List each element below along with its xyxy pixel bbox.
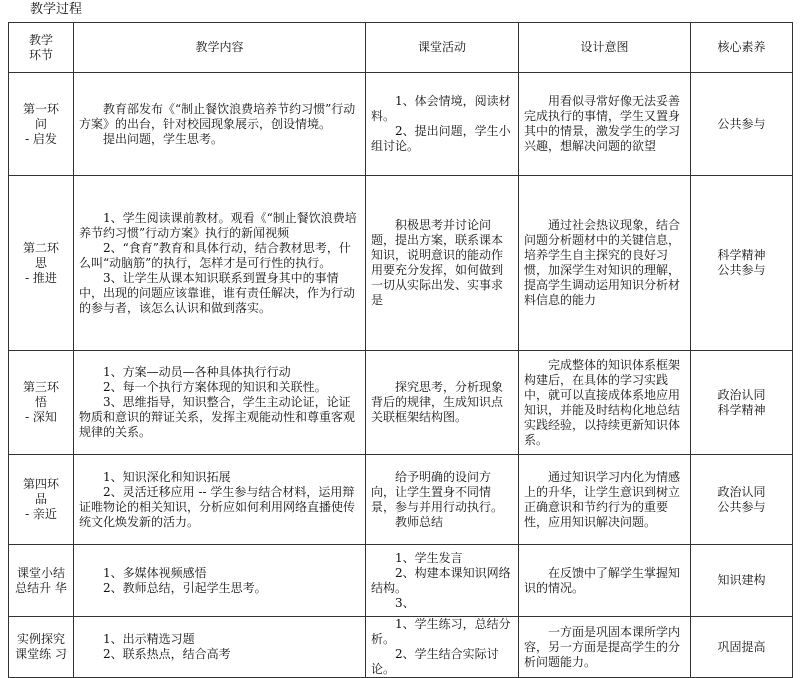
content-line: 1、知识深化和知识拓展: [103, 469, 231, 484]
stage-cell: 课堂小结 总结升 华: [9, 545, 74, 617]
content-line: 1、方案—动员—各种具体执行行动: [103, 365, 291, 379]
teaching-process-table: [8, 22, 793, 678]
intent-line: 通过社会热议现象，结合问题分析题材中的关键信息，培养学生自主探究的良好习惯，加深学生对知识的理解，提高学生调动运用知识分析材料信息的能力: [524, 218, 681, 307]
activity-cell: [366, 351, 519, 455]
content-cell: [74, 73, 366, 176]
content-line: 1、学生阅读课前教材。观看《“制止餐饮浪费培养节约习惯”行动方案》执行的新闻视频: [79, 210, 357, 240]
intent-line: 在反馈中了解学生掌握知识的情况。: [524, 565, 681, 595]
content-line: 2、联系热点，结合高考: [103, 647, 231, 661]
stage-cell: 第二环 思 - 推进: [9, 176, 74, 351]
activity-line: 1、体会情境，阅读材料。: [371, 94, 511, 123]
content-line: 1、多媒体视频感悟: [103, 565, 207, 580]
core-cell: 巩固提高: [691, 617, 793, 678]
header-intent: 设计意图: [519, 23, 691, 73]
content-cell: [74, 351, 366, 455]
header-content: 教学内容: [74, 23, 366, 73]
intent-cell: [519, 73, 691, 176]
activity-line: 教师总结: [395, 514, 444, 529]
page-title: 教学过程: [30, 2, 83, 17]
stage-cell: 第一环 问 - 启发: [9, 73, 74, 176]
table-row: [9, 617, 793, 678]
activity-line: 2、提出问题，学生小组讨论。: [371, 124, 511, 153]
activity-cell: [366, 545, 519, 617]
content-cell: [74, 455, 366, 545]
content-cell: [74, 545, 366, 617]
activity-cell: [366, 455, 519, 545]
activity-line: 1、学生发言: [395, 550, 463, 565]
stage-cell: 第四环 品 - 亲近: [9, 455, 74, 545]
activity-line: 2、构建本课知识网络结构。: [371, 565, 511, 595]
table-row: [9, 455, 793, 545]
content-line: 提出问题，学生思考。: [103, 131, 224, 146]
activity-cell: [366, 617, 519, 678]
content-cell: [74, 176, 366, 351]
content-line: 2、灵活迁移应用 -- 学生参与结合材料，运用辩证唯物论的相关知识，分析应如何利用网络直播使传统文化焕发新的活力。: [79, 484, 356, 529]
content-line: 2、教师总结，引起学生思考。: [103, 580, 267, 595]
header-stage: 教学 环节: [9, 23, 74, 73]
core-cell: 政治认同 科学精神: [691, 351, 793, 455]
content-line: 1、出示精选习题: [103, 632, 195, 646]
content-cell: [74, 617, 366, 678]
activity-cell: [366, 73, 519, 176]
header-activity: 课堂活动: [366, 23, 519, 73]
activity-line: 积极思考并讨论问题，提出方案，联系课本知识，说明意识的能动作用要充分发挥，如何做到一切从实际出发、实事求是: [371, 218, 504, 307]
table-row: [9, 176, 793, 351]
stage-cell: 第三环 悟 - 深知: [9, 351, 74, 455]
content-line: 教育部发布《“制止餐饮浪费培养节约习惯”行动方案》的出台，针对校园现象展示，创设情境。: [79, 101, 356, 131]
content-line: 3、思维指导，知识整合，学生主动论证，论证物质和意识的辩证关系，发挥主观能动性和尊重客观规律的关系。: [79, 395, 356, 439]
intent-cell: [519, 176, 691, 351]
stage-cell: 实例探究 课堂练 习: [9, 617, 74, 678]
header-core: 核心素养: [691, 23, 793, 73]
intent-line: 完成整体的知识体系框架构建后，在具体的学习实践中，就可以直接成体系地应用知识，并能及时结构化地总结实践经验，以持续更新知识体系。: [524, 357, 681, 447]
core-cell: 科学精神 公共参与: [691, 176, 793, 351]
intent-line: 一方面是巩固本课所学内容，另一方面是提高学生的分析问题能力。: [524, 624, 681, 669]
table-row: [9, 545, 793, 617]
activity-line: 1、学生练习，总结分析。: [371, 617, 511, 646]
intent-cell: [519, 617, 691, 678]
table-row: [9, 73, 793, 176]
intent-line: 通过知识学习内化为情感上的升华，让学生意识到树立正确意识和节约行为的重要性，应用知识解决问题。: [524, 469, 681, 529]
activity-line: 3、: [395, 595, 415, 610]
intent-cell: [519, 545, 691, 617]
intent-cell: [519, 351, 691, 455]
activity-line: 给予明确的设问方向，让学生置身不同情景，参与并用行动执行。: [371, 469, 504, 514]
activity-cell: [366, 176, 519, 351]
content-line: 2、“食育”教育和具体行动，结合教材思考，什么叫“动脑筋”的执行，怎样才是可行性的执行。: [79, 240, 351, 270]
header-row: [9, 23, 793, 73]
core-cell: 公共参与: [691, 73, 793, 176]
content-line: 2、每一个执行方案体现的知识和关联性。: [103, 380, 327, 394]
core-cell: 政治认同 公共参与: [691, 455, 793, 545]
activity-line: 2、学生结合实际讨论。: [371, 647, 499, 676]
activity-line: 探究思考，分析现象背后的规律，生成知识点关联框架结构图。: [371, 380, 504, 424]
core-cell: 知识建构: [691, 545, 793, 617]
intent-cell: [519, 455, 691, 545]
intent-line: 用看似寻常好像无法妥善完成执行的事情，学生又置身其中的情景，激发学生的学习兴趣，想解决问题的欲望: [524, 94, 681, 153]
table-row: [9, 351, 793, 455]
content-line: 3、让学生从课本知识联系到置身其中的事情中，出现的问题应该靠谁，谁有责任解决，作为行动的参与者，该怎么认识和做到落实。: [79, 270, 356, 315]
